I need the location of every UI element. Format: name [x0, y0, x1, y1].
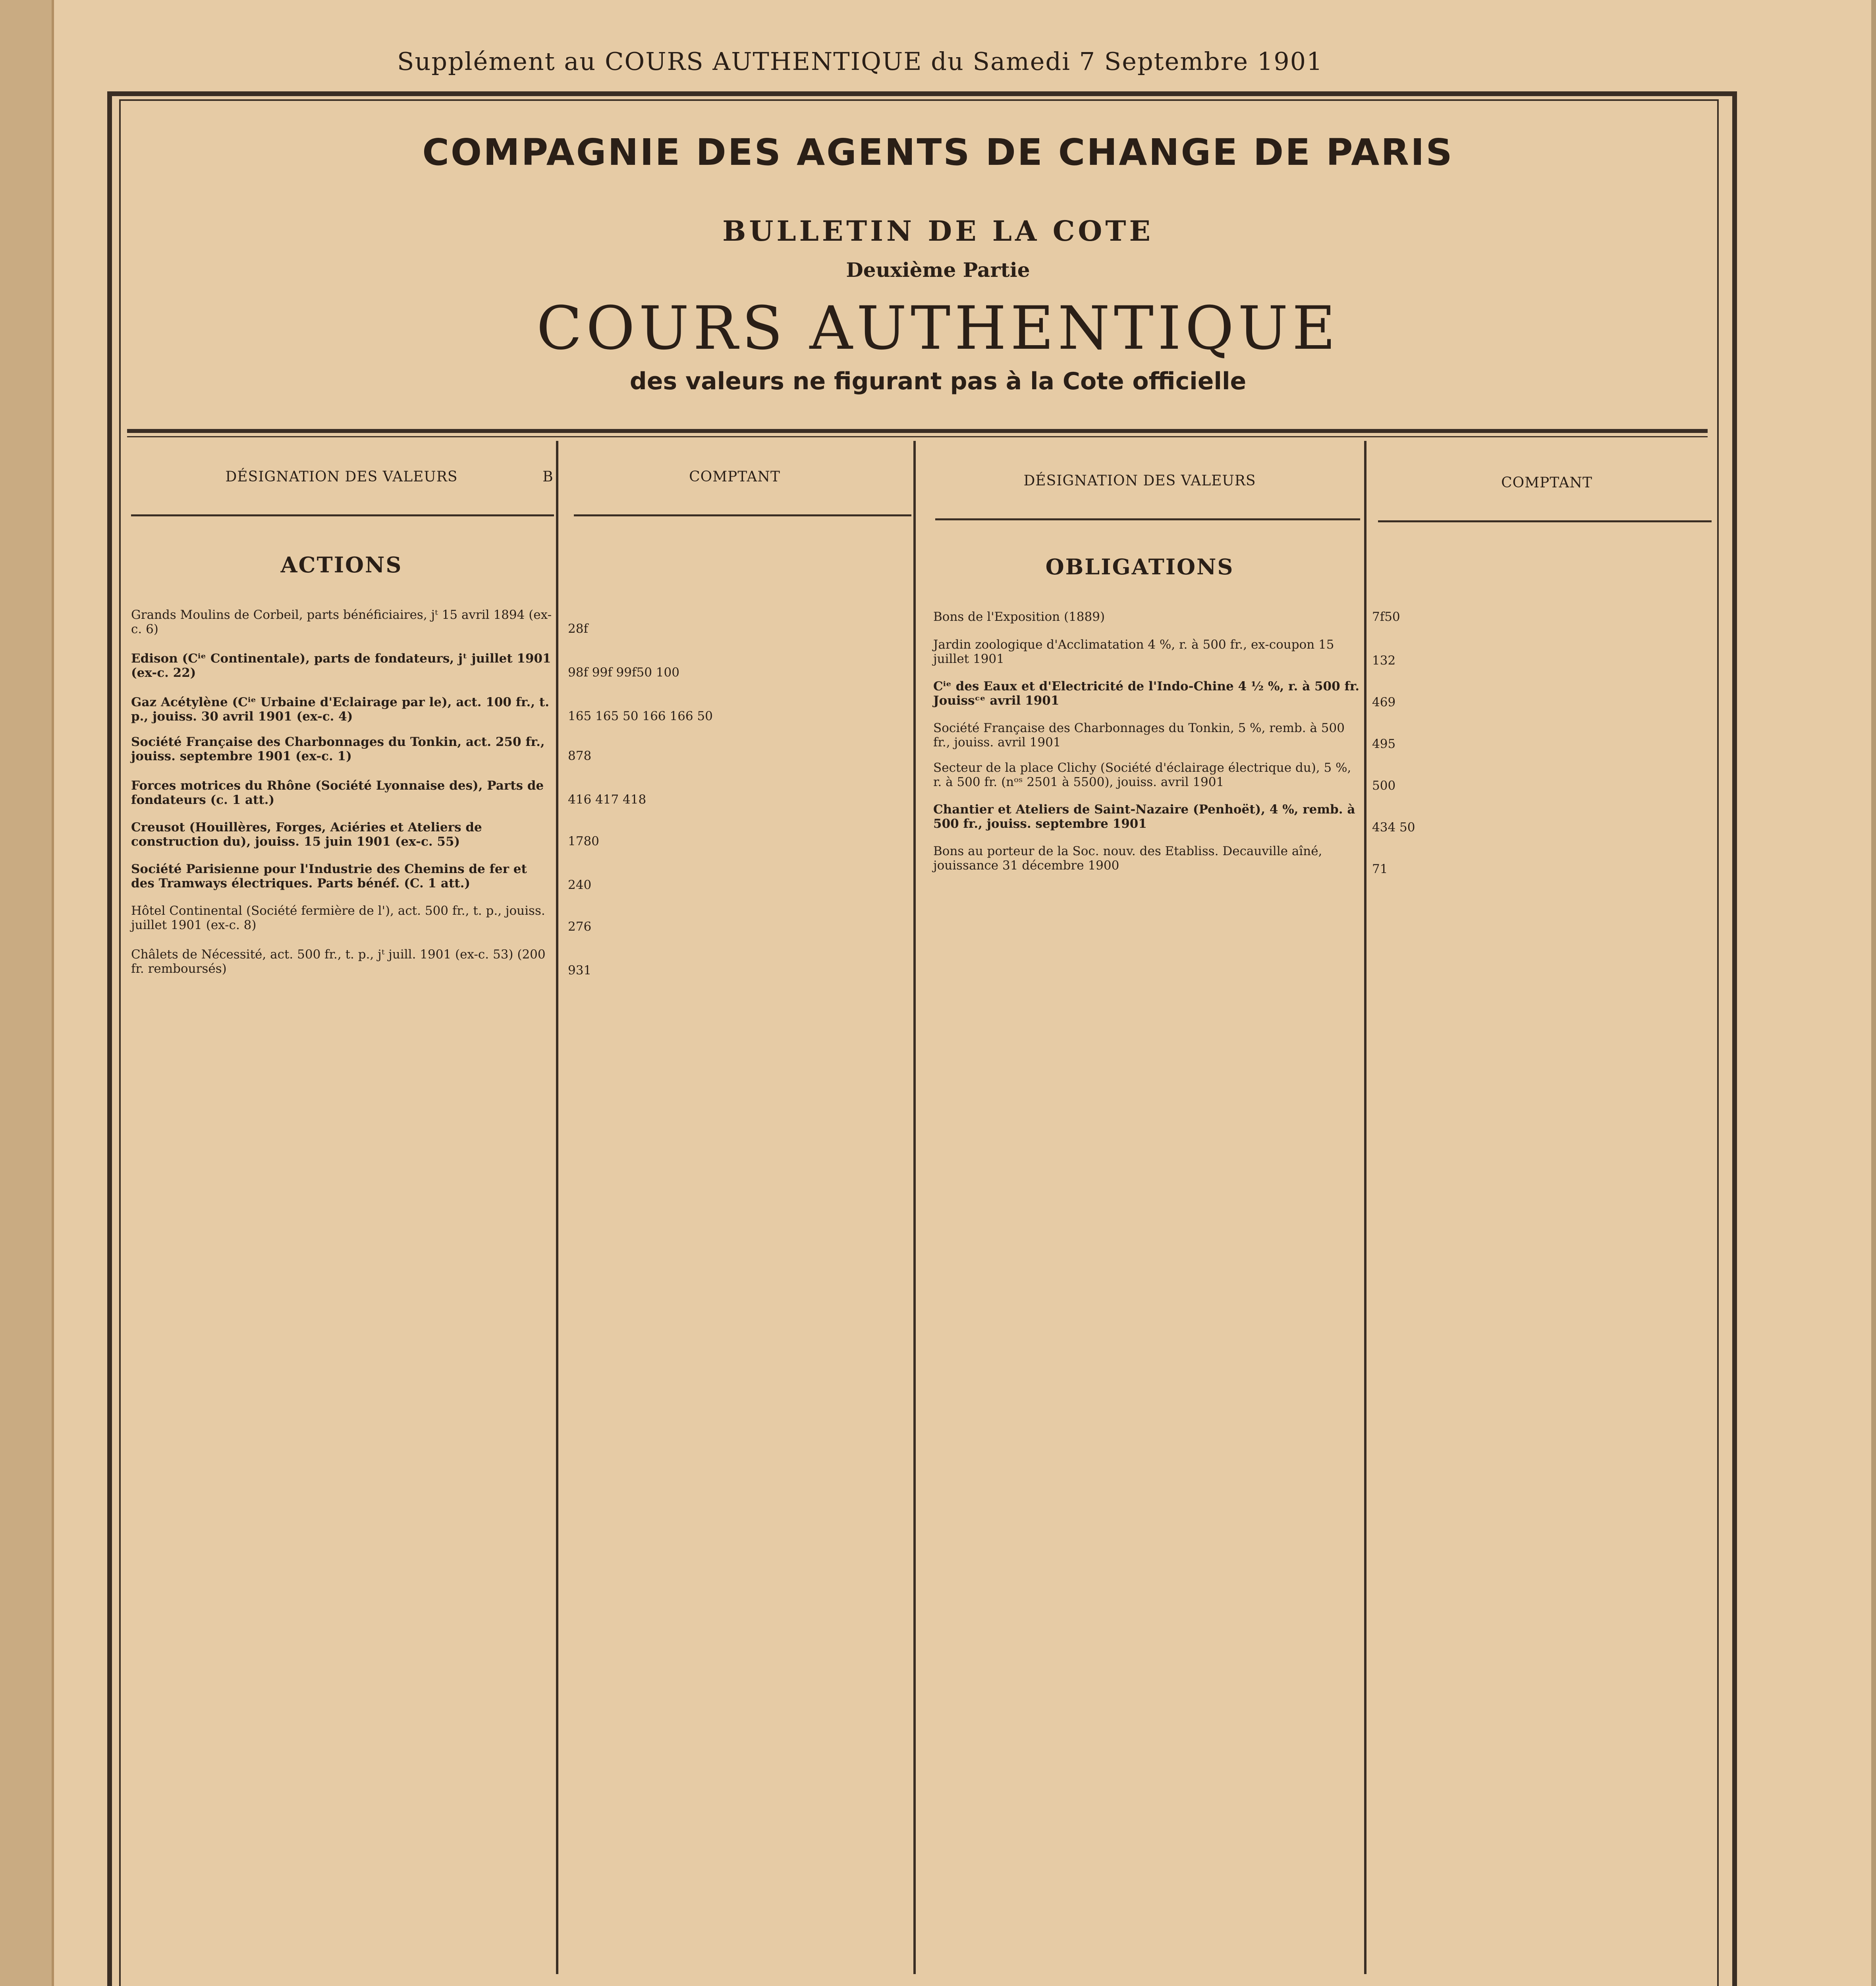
partie-label: Deuxième Partie: [846, 258, 1030, 282]
actions-row-value: 165 165 50 166 166 50: [568, 709, 713, 723]
col-divider: [556, 441, 558, 1974]
header-underline: [1378, 520, 1712, 522]
obligations-row-label: Bons de l'Exposition (1889): [933, 610, 1105, 624]
actions-row-value: 240: [568, 878, 592, 892]
actions-row-label: Hôtel Continental (Société fermière de l'), act. 500 fr., t. p., jouiss. juillet 1901 (ex-c. 8): [131, 904, 545, 932]
obligations-row-value: 7f50: [1372, 610, 1400, 624]
actions-row-value: 98f 99f 99f50 100: [568, 665, 679, 680]
header-comptant-right: COMPTANT: [1501, 475, 1592, 491]
actions-row-label: Creusot (Houillères, Forges, Aciéries et Ateliers de construction du), jouiss. 15 juin 1901 (ex-c. 55): [131, 820, 482, 849]
supplement-line: Supplément au COURS AUTHENTIQUE du Samedi 7 Septembre 1901: [397, 47, 1323, 76]
header-underline: [935, 518, 1360, 520]
obligations-row-value: 469: [1372, 695, 1396, 709]
header-underline: [574, 514, 911, 516]
obligations-row-label: Chantier et Ateliers de Saint-Nazaire (Penhoët), 4 %, remb. à 500 fr., jouiss. septembre 1901: [933, 802, 1355, 831]
col-divider: [1364, 441, 1366, 1974]
header-b: B: [542, 469, 554, 485]
obligations-row-value: 500: [1372, 779, 1396, 793]
page-title: COURS AUTHENTIQUE: [536, 294, 1340, 363]
obligations-row-value: 71: [1372, 862, 1388, 876]
obligations-section-title: OBLIGATIONS: [1045, 554, 1234, 580]
actions-row-label: Forces motrices du Rhône (Société Lyonnaise des), Parts de fondateurs (c. 1 att.): [131, 779, 544, 807]
actions-section-title: ACTIONS: [280, 552, 403, 578]
header-rule: [127, 429, 1708, 437]
actions-row-value: 878: [568, 749, 592, 763]
actions-row-value: 1780: [568, 834, 599, 848]
actions-row-value: 28f: [568, 622, 588, 636]
actions-row-value: 416 417 418: [568, 792, 647, 807]
actions-row-value: 276: [568, 920, 592, 934]
page-subtitle: des valeurs ne figurant pas à la Cote officielle: [629, 367, 1247, 395]
header-comptant-left: COMPTANT: [689, 469, 780, 485]
actions-row-label: Société Parisienne pour l'Industrie des Chemins de fer et des Tramways électriques. Parts bénéf. (C. 1 att.): [131, 862, 527, 891]
obligations-row-label: Jardin zoologique d'Acclimatation 4 %, r. à 500 fr., ex-coupon 15 juillet 1901: [933, 638, 1334, 666]
actions-row-label: Grands Moulins de Corbeil, parts bénéficiaires, jᵗ 15 avril 1894 (ex-c. 6): [131, 608, 552, 636]
actions-row-label: Châlets de Nécessité, act. 500 fr., t. p., jᵗ juill. 1901 (ex-c. 53) (200 fr. remboursés): [131, 947, 546, 976]
actions-row-label: Gaz Acétylène (Cⁱᵉ Urbaine d'Eclairage par le), act. 100 fr., t. p., jouiss. 30 avril 1901 (ex-c. 4): [131, 695, 550, 724]
actions-row-label: Edison (Cⁱᵉ Continentale), parts de fondateurs, jᵗ juillet 1901 (ex-c. 22): [131, 651, 551, 680]
actions-row-label: Société Française des Charbonnages du Tonkin, act. 250 fr., jouiss. septembre 1901 (ex-c. 1): [131, 735, 545, 763]
bulletin-title: BULLETIN DE LA COTE: [722, 214, 1154, 247]
obligations-row-label: Société Française des Charbonnages du Tonkin, 5 %, remb. à 500 fr., jouiss. avril 1901: [933, 721, 1345, 750]
obligations-row-label: Secteur de la place Clichy (Société d'éclairage électrique du), 5 %, r. à 500 fr. (nᵒˢ 2501 à 5500), jouiss. avril 1901: [933, 761, 1351, 789]
obligations-row-label: Cⁱᵉ des Eaux et d'Electricité de l'Indo-Chine 4 ½ %, r. à 500 fr. Jouissᶜᵉ avril 1901: [933, 679, 1360, 708]
obligations-row-label: Bons au porteur de la Soc. nouv. des Etabliss. Decauville aîné, jouissance 31 décembre 1900: [933, 844, 1322, 873]
company-title: COMPAGNIE DES AGENTS DE CHANGE DE PARIS: [422, 131, 1454, 174]
header-designation-right: DÉSIGNATION DES VALEURS: [1023, 473, 1256, 489]
obligations-row-value: 495: [1372, 737, 1396, 751]
actions-row-value: 931: [568, 963, 592, 978]
header-underline: [131, 514, 554, 516]
obligations-row-value: 132: [1372, 653, 1396, 668]
obligations-row-value: 434 50: [1372, 820, 1415, 835]
header-designation-left: DÉSIGNATION DES VALEURS: [225, 469, 458, 485]
col-divider: [913, 441, 916, 1974]
